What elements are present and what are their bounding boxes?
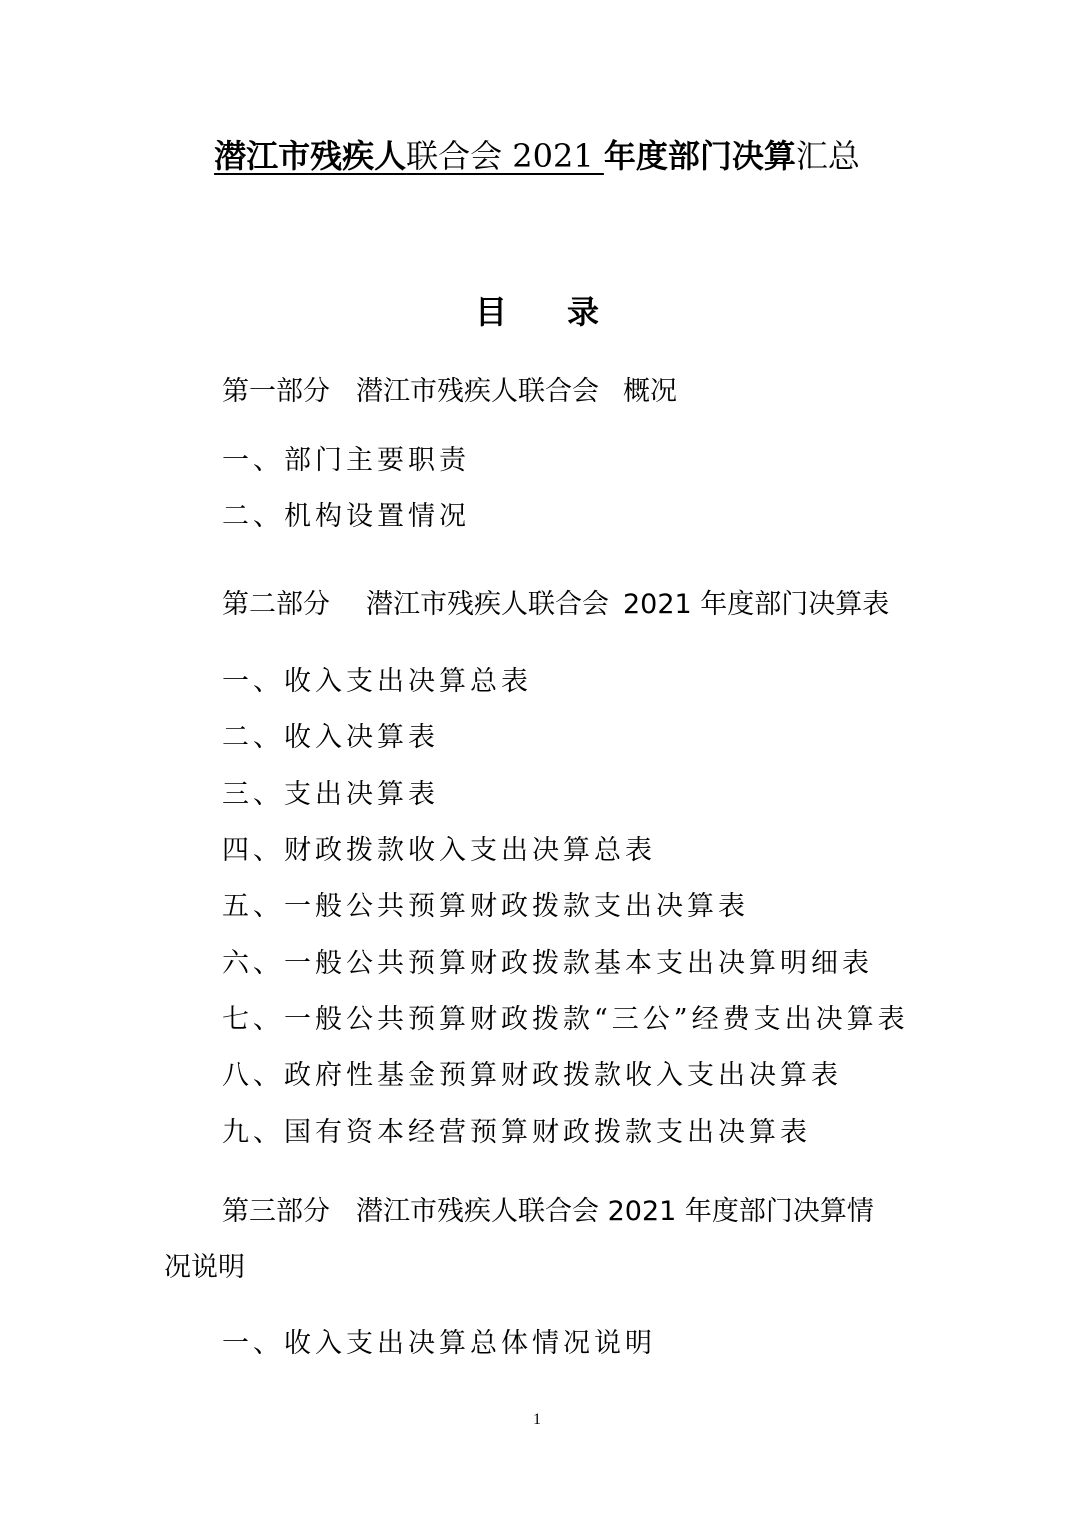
part-three-line2: 况说明 xyxy=(164,1252,245,1283)
part-two-item-1: 一、收入支出决算总表 xyxy=(222,666,532,697)
part-three-line1: 潜江市残疾人联合会 2021 年度部门决算情 xyxy=(356,1196,874,1227)
part-one-item-1: 一、部门主要职责 xyxy=(222,445,470,476)
toc-heading: 目录 xyxy=(474,293,659,331)
part-two-name: 潜江市残疾人联合会 xyxy=(366,589,609,620)
part-two-item-5: 五、一般公共预算财政拨款支出决算表 xyxy=(222,891,749,922)
part-two-item-9: 九、国有资本经营预算财政拨款支出决算表 xyxy=(222,1117,811,1148)
part-two-label: 第二部分 xyxy=(222,589,330,620)
document-title xyxy=(0,132,1074,180)
part-three-heading xyxy=(222,1192,874,1232)
title-segment-2: 联合会 2021 xyxy=(406,137,604,175)
part-one-item-2: 二、机构设置情况 xyxy=(222,501,470,532)
part-one-name: 潜江市残疾人联合会 xyxy=(356,376,599,407)
part-two-suffix: 2021 年度部门决算表 xyxy=(623,589,890,620)
part-three-item-1: 一、收入支出决算总体情况说明 xyxy=(222,1328,656,1359)
part-one-suffix: 概况 xyxy=(623,376,677,407)
part-two-item-2: 二、收入决算表 xyxy=(222,722,439,753)
part-one-heading xyxy=(222,372,677,412)
page-number: 1 xyxy=(533,1411,541,1428)
part-two-item-6: 六、一般公共预算财政拨款基本支出决算明细表 xyxy=(222,948,873,979)
title-segment-3: 年度部门决算 xyxy=(603,137,796,175)
part-one-label: 第一部分 xyxy=(222,376,330,407)
part-three-label: 第三部分 xyxy=(222,1196,330,1227)
part-two-heading xyxy=(222,585,889,625)
part-two-item-8: 八、政府性基金预算财政拨款收入支出决算表 xyxy=(222,1060,842,1091)
part-two-item-3: 三、支出决算表 xyxy=(222,779,439,810)
part-two-item-7: 七、一般公共预算财政拨款“三公”经费支出决算表 xyxy=(222,1004,909,1035)
title-segment-1: 潜江市残疾人 xyxy=(214,137,407,175)
title-segment-4: 汇总 xyxy=(795,137,860,175)
part-two-item-4: 四、财政拨款收入支出决算总表 xyxy=(222,835,656,866)
